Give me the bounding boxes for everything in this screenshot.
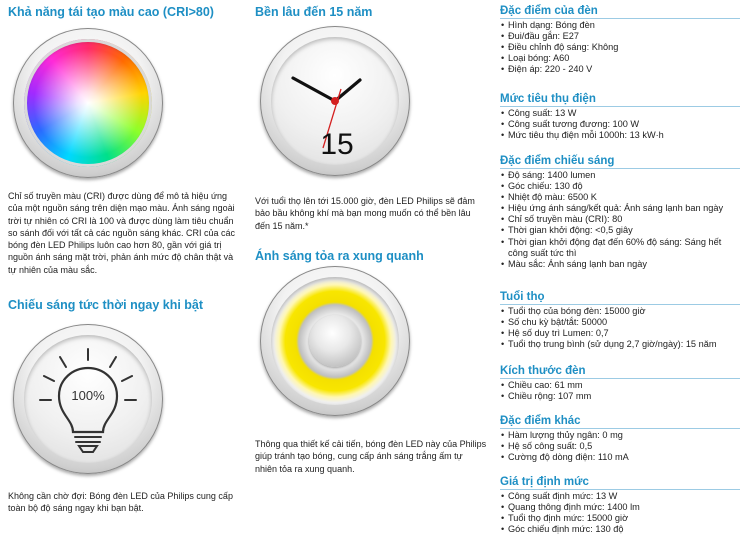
spec-item: • Thời gian khởi động đạt đến 60% độ sáng: Sáng hết công suất tức thì bbox=[500, 237, 740, 259]
spec-item: • Chiều cao: 61 mm bbox=[500, 380, 740, 391]
spec-item: • Nhiệt độ màu: 6500 K bbox=[500, 192, 740, 203]
spec-item: • Hệ số duy trì Lumen: 0,7 bbox=[500, 328, 740, 339]
spec-item: • Công suất: 13 W bbox=[500, 108, 740, 119]
spec-item: • Góc chiếu định mức: 130 độ bbox=[500, 524, 740, 535]
spec-item: • Hệ số công suất: 0,5 bbox=[500, 441, 740, 452]
spec-item: • Màu sắc: Ánh sáng lạnh ban ngày bbox=[500, 259, 740, 270]
spec-item: • Điện áp: 220 - 240 V bbox=[500, 64, 740, 75]
spec-item: • Tuổi thọ trung bình (sử dụng 2,7 giờ/ngày): 15 năm bbox=[500, 339, 740, 350]
spec-item: • Thời gian khởi động: <0,5 giây bbox=[500, 225, 740, 236]
spec-heading: Kích thước đèn bbox=[500, 365, 586, 377]
spec-item: • Đui/đầu gắn: E27 bbox=[500, 31, 740, 42]
instant-description: Không cần chờ đợi: Bóng đèn LED của Philips cung cấp toàn bộ độ sáng ngay khi bạn bật. bbox=[8, 491, 233, 514]
lifetime-clock-badge bbox=[260, 26, 410, 176]
spec-heading: Tuổi thọ bbox=[500, 291, 545, 303]
spec-other bbox=[500, 414, 740, 463]
spec-item: • Số chu kỳ bật/tắt: 50000 bbox=[500, 317, 740, 328]
spec-heading: Đặc điểm của đèn bbox=[500, 5, 598, 17]
cri-description: Chỉ số truyền màu (CRI) được dùng để mô tả hiệu ứng của một nguồn sáng trên diện mạo màu. Ánh sáng ngoài trời tự nhiên có CRI là 100 và được dùng làm tiêu chuẩn so sánh đối với tất cả các nguồn sáng khác. CRI của các bóng đèn LED Philips luôn cao hơn 80, gần với giá trị nguồn ánh sáng mặt trời, phản ánh mức độ chân thật và tự nhiên của màu sắc. bbox=[8, 191, 236, 275]
spec-heading: Đặc điểm khác bbox=[500, 415, 581, 427]
spec-item: • Cường độ dòng điện: 110 mA bbox=[500, 452, 740, 463]
lightbulb-icon bbox=[13, 324, 163, 474]
spec-dimensions bbox=[500, 364, 740, 402]
cri-title: Khả năng tái tạo màu cao (CRI>80) bbox=[8, 5, 214, 19]
percent-label: 100% bbox=[71, 388, 105, 403]
spec-item: • Điều chỉnh độ sáng: Không bbox=[500, 42, 740, 53]
years-number: 15 bbox=[320, 128, 354, 161]
spec-heading: Đặc điểm chiếu sáng bbox=[500, 155, 615, 167]
spec-item: • Công suất tương đương: 100 W bbox=[500, 119, 740, 130]
spec-item: • Chiều rộng: 107 mm bbox=[500, 391, 740, 402]
clock-icon bbox=[260, 26, 410, 176]
spread-title: Ánh sáng tỏa ra xung quanh bbox=[255, 249, 424, 263]
spec-item: • Loại bóng: A60 bbox=[500, 53, 740, 64]
spec-item: • Công suất định mức: 13 W bbox=[500, 491, 740, 502]
spec-power-consumption bbox=[500, 92, 740, 141]
spec-lifetime bbox=[500, 290, 740, 350]
lifetime-title: Bền lâu đến 15 năm bbox=[255, 5, 373, 19]
spec-item: • Góc chiếu: 130 độ bbox=[500, 181, 740, 192]
spec-heading: Mức tiêu thụ điện bbox=[500, 93, 596, 105]
spec-item: • Mức tiêu thụ điện mỗi 1000h: 13 kW·h bbox=[500, 130, 740, 141]
spec-item: • Hình dạng: Bóng đèn bbox=[500, 20, 740, 31]
spec-heading: Giá trị định mức bbox=[500, 476, 589, 488]
light-spread-icon bbox=[260, 266, 410, 416]
spec-item: • Hàm lượng thủy ngân: 0 mg bbox=[500, 430, 740, 441]
cri-color-wheel-icon bbox=[13, 28, 163, 178]
lifetime-description: Với tuổi thọ lên tới 15.000 giờ, đèn LED Philips sẽ đảm bảo bầu không khí mà bạn mong muốn có thể bền lâu đến 15 năm.* bbox=[255, 196, 475, 231]
spec-light-characteristics bbox=[500, 154, 740, 270]
spread-description: Thông qua thiết kế cải tiến, bóng đèn LED này của Philips giúp tránh tạo bóng, cung cấp ánh sáng trắng ấm tự nhiên tỏa ra xung quanh. bbox=[255, 439, 487, 474]
spec-item: • Độ sáng: 1400 lumen bbox=[500, 170, 740, 181]
instant-bulb-badge bbox=[13, 324, 163, 474]
spec-item: • Tuổi thọ của bóng đèn: 15000 giờ bbox=[500, 306, 740, 317]
spec-lamp-characteristics bbox=[500, 4, 740, 75]
spec-rated-values bbox=[500, 475, 740, 535]
spec-item: • Quang thông định mức: 1400 lm bbox=[500, 502, 740, 513]
spec-item: • Chỉ số truyền màu (CRI): 80 bbox=[500, 214, 740, 225]
instant-title: Chiếu sáng tức thời ngay khi bật bbox=[8, 298, 204, 312]
spec-item: • Tuổi thọ định mức: 15000 giờ bbox=[500, 513, 740, 524]
spec-item: • Hiệu ứng ánh sáng/kết quả: Ánh sáng lạnh ban ngày bbox=[500, 203, 740, 214]
